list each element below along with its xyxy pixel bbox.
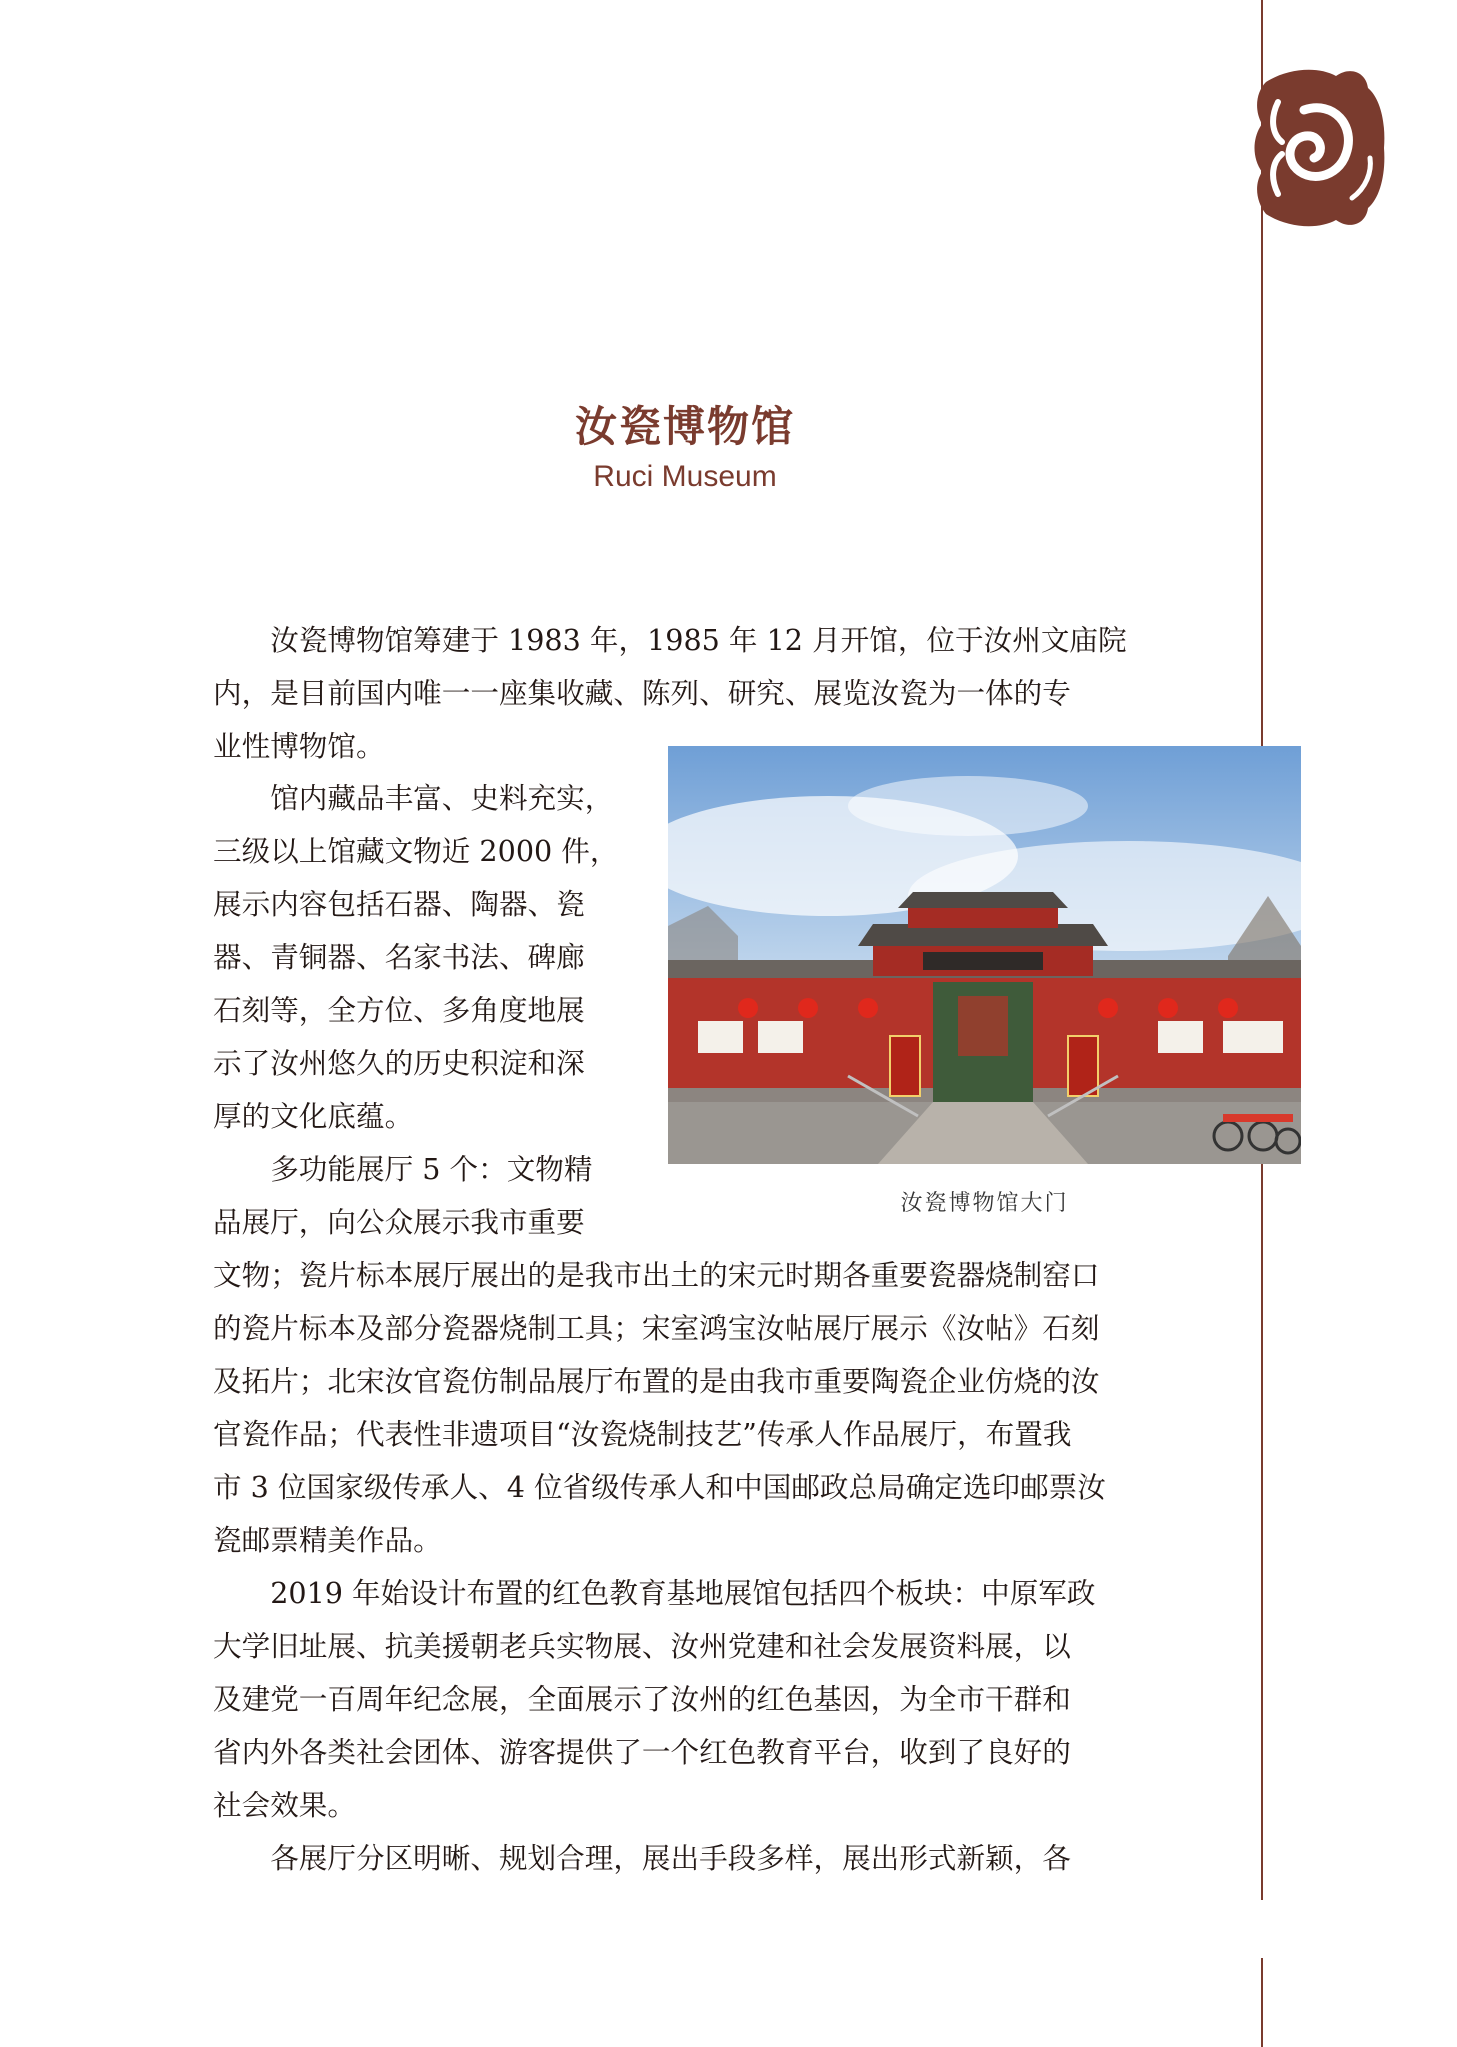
body-line: 三级以上馆藏文物近 2000 件，: [213, 834, 619, 868]
body-line: 2019 年始设计布置的红色教育基地展馆包括四个板块：中原军政: [213, 1576, 1096, 1610]
margin-rule-lower: [1261, 1958, 1263, 2047]
body-line: 品展厅，向公众展示我市重要: [213, 1205, 585, 1239]
body-line: 厚的文化底蕴。: [213, 1099, 414, 1133]
body-line: 器、青铜器、名家书法、碑廊: [213, 940, 585, 974]
body-line: 石刻等，全方位、多角度地展: [213, 993, 585, 1027]
body-line: 及建党一百周年纪念展，全面展示了汝州的红色基因，为全市干群和: [213, 1682, 1071, 1716]
cloud-ornament-icon: [1248, 62, 1388, 234]
body-line: 社会效果。: [213, 1788, 356, 1822]
body-line: 各展厅分区明晰、规划合理，展出手段多样，展出形式新颖，各: [213, 1841, 1071, 1875]
body-line: 市 3 位国家级传承人、4 位省级传承人和中国邮政总局确定选印邮票汝: [213, 1470, 1106, 1504]
body-line: 瓷邮票精美作品。: [213, 1523, 442, 1557]
museum-gate-photo: [668, 746, 1301, 1164]
body-line: 业性博物馆。: [213, 729, 385, 763]
body-line: 展示内容包括石器、陶器、瓷: [213, 887, 585, 921]
page-subtitle: Ruci Museum: [593, 460, 777, 493]
body-line: 大学旧址展、抗美援朝老兵实物展、汝州党建和社会发展资料展，以: [213, 1629, 1071, 1663]
body-line: 内，是目前国内唯一一座集收藏、陈列、研究、展览汝瓷为一体的专: [213, 676, 1071, 710]
body-line: 官瓷作品；代表性非遗项目“汝瓷烧制技艺”传承人作品展厅，布置我: [213, 1417, 1072, 1451]
body-line: 及拓片；北宋汝官瓷仿制品展厅布置的是由我市重要陶瓷企业仿烧的汝: [213, 1364, 1100, 1398]
body-line: 馆内藏品丰富、史料充实，: [213, 781, 614, 815]
body-line: 的瓷片标本及部分瓷器烧制工具；宋室鸿宝汝帖展厅展示《汝帖》石刻: [213, 1311, 1100, 1345]
body-line: 省内外各类社会团体、游客提供了一个红色教育平台，收到了良好的: [213, 1735, 1071, 1769]
body-line: 文物；瓷片标本展厅展出的是我市出土的宋元时期各重要瓷器烧制窑口: [213, 1258, 1100, 1292]
body-line: 示了汝州悠久的历史积淀和深: [213, 1046, 585, 1080]
body-line: 多功能展厅 5 个：文物精: [213, 1152, 593, 1186]
body-line: 汝瓷博物馆筹建于 1983 年，1985 年 12 月开馆，位于汝州文庙院: [213, 623, 1127, 657]
page-title: 汝瓷博物馆: [574, 402, 795, 451]
photo-caption: 汝瓷博物馆大门: [900, 1191, 1069, 1216]
